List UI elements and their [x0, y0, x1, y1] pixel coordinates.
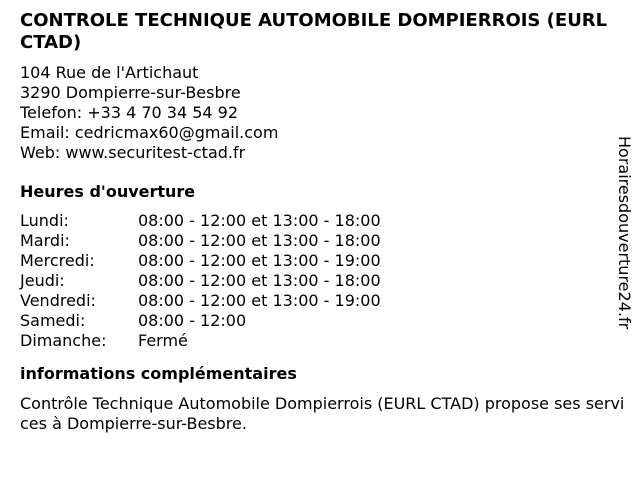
hours-title: Heures d'ouverture	[20, 182, 196, 201]
hours-row	[20, 291, 616, 311]
address-line-2: 3290 Dompierre-sur-Besbre	[20, 83, 241, 102]
day-hours: 08:00 - 12:00 et 13:00 - 18:00	[138, 211, 381, 230]
web-line: Web: www.securitest-ctad.fr	[20, 143, 246, 162]
day-hours: Fermé	[138, 331, 188, 350]
site-watermark-link[interactable]: Horairesdouverture24.fr	[615, 136, 634, 330]
hours-table	[20, 211, 616, 351]
day-label: Dimanche:	[20, 331, 107, 350]
day-label: Vendredi:	[20, 291, 96, 310]
hours-row	[20, 271, 616, 291]
email-line: Email: cedricmax60@gmail.com	[20, 123, 279, 142]
hours-row	[20, 251, 616, 271]
day-label: Jeudi:	[20, 271, 65, 290]
hours-row	[20, 231, 616, 251]
info-title: informations complémentaires	[20, 364, 297, 383]
business-title: CONTROLE TECHNIQUE AUTOMOBILE DOMPIERROIS (EURL CTAD)	[20, 10, 608, 53]
hours-row	[20, 311, 616, 331]
contact-block	[20, 63, 616, 163]
day-label: Lundi:	[20, 211, 69, 230]
phone-line: Telefon: +33 4 70 34 54 92	[20, 103, 239, 122]
info-text: Contrôle Technique Automobile Dompierrois (EURL CTAD) propose ses services à Dompierre-sur-Besbre.	[20, 394, 625, 433]
hours-row	[20, 211, 616, 231]
day-hours: 08:00 - 12:00 et 13:00 - 19:00	[138, 251, 381, 270]
day-hours: 08:00 - 12:00 et 13:00 - 18:00	[138, 231, 381, 250]
day-hours: 08:00 - 12:00 et 13:00 - 19:00	[138, 291, 381, 310]
day-label: Samedi:	[20, 311, 86, 330]
day-label: Mercredi:	[20, 251, 95, 270]
address-line-1: 104 Rue de l'Artichaut	[20, 63, 199, 82]
day-hours: 08:00 - 12:00	[138, 311, 247, 330]
hours-row	[20, 331, 616, 351]
day-hours: 08:00 - 12:00 et 13:00 - 18:00	[138, 271, 381, 290]
day-label: Mardi:	[20, 231, 70, 250]
